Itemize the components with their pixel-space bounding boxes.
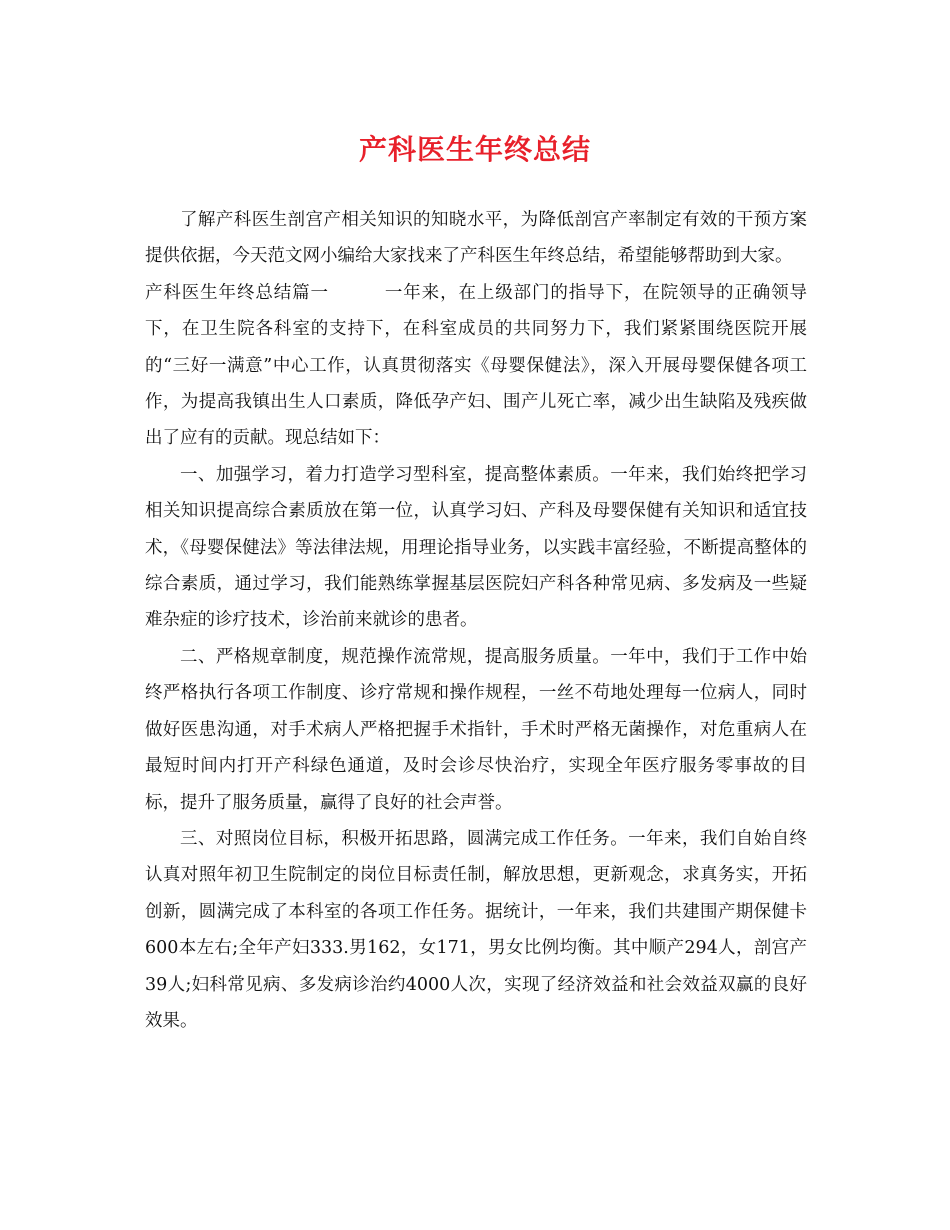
section-body: 一年来，在上级部门的指导下，在院领导的正确领导下，在卫生院各科室的支持下，在科室成员的共同努力下，我们紧紧围绕医院开展的“三好一满意”中心工作，认真贯彻落实《母婴保健法》，深入开展母婴保健各项工作，为提高我镇出生人口素质，降低孕产妇、围产儿死亡率，减少出生缺陷及残疾做出了应有的贡献。现总结如下：: [145, 282, 807, 449]
section-paragraph: [145, 275, 807, 457]
paragraph-goals: 三、对照岗位目标，积极开拓思路，圆满完成工作任务。一年来，我们自始自终认真对照年初卫生院制定的岗位目标责任制，解放思想，更新观念，求真务实，开拓创新，圆满完成了本科室的各项工作任务。据统计，一年来，我们共建围产期保健卡 600本左右;全年产妇333.男162，女171，男女比例均衡。其中顺产294人，剖宫产39人;妇科常见病、多发病诊治约4000人次，实现了经济效益和社会效益双赢的良好效果。: [145, 828, 807, 1031]
document-body: [145, 202, 807, 1039]
paragraph-study: 一、加强学习，着力打造学习型科室，提高整体素质。一年来，我们始终把学习相关知识提高综合素质放在第一位，认真学习妇、产科及母婴保健有关知识和适宜技术，《母婴保健法》等法律法规，用理论指导业务，以实践丰富经验，不断提高整体的综合素质，通过学习，我们能熟练掌握基层医院妇产科各种常见病、多发病及一些疑难杂症的诊疗技术，诊治前来就诊的患者。: [145, 464, 807, 631]
paragraph-rules: 二、严格规章制度，规范操作流常规，提高服务质量。一年中，我们于工作中始终严格执行各项工作制度、诊疗常规和操作规程，一丝不苟地处理每一位病人，同时做好医患沟通，对手术病人严格把握手术指针，手术时严格无菌操作，对危重病人在最短时间内打开产科绿色通道，及时会诊尽快治疗，实现全年医疗服务零事故的目标，提升了服务质量，赢得了良好的社会声誉。: [145, 646, 807, 813]
intro-paragraph: 了解产科医生剖宫产相关知识的知晓水平，为降低剖宫产率制定有效的干预方案提供依据，今天范文网小编给大家找来了产科医生年终总结，希望能够帮助到大家。: [145, 210, 807, 267]
section-heading: 产科医生年终总结篇一: [145, 282, 329, 303]
document-title: 产科医生年终总结: [358, 133, 591, 166]
